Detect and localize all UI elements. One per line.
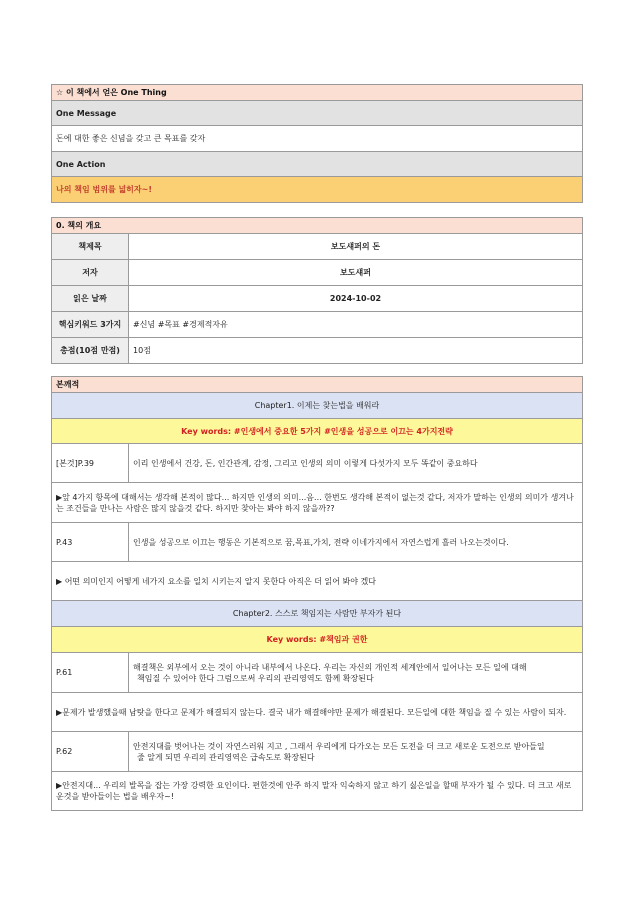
one-thing-table	[51, 84, 583, 203]
chapter1-title: Chapter1. 이제는 찾는법을 배워라	[52, 393, 583, 419]
ch2-entry1-text-line2: 책임질 수 있어야 한다 그럼으로써 우리의 관리영역도 함께 확장된다	[137, 673, 374, 683]
ch1-entry1-note: ▶앞 4가지 항목에 대해서는 생각해 본적이 많다... 하지만 인생의 의미...음... 한번도 생각해 본적이 없는것 같다, 저자가 말하는 인생의 의미가 생겨나는 조건들을 만나는 사람은 많지 않을것 같다. 하지만 찾아는 봐야 하지 않을까??	[52, 483, 583, 523]
ch1-entry2-text: 인생을 성공으로 이끄는 행동은 기본적으로 꿈,목표,가치, 전략 이네가지에서 자연스럽게 흘러 나오는것이다.	[129, 523, 583, 562]
one-message-text: 돈에 대한 좋은 신념을 갖고 큰 목표를 갖자	[52, 126, 583, 152]
ch2-entry1-page: P.61	[52, 653, 129, 693]
author-label: 저자	[52, 260, 129, 286]
ch2-entry2-page: P.62	[52, 732, 129, 772]
chapter1-keywords: Key words: #인생에서 중요한 5가지 #인생을 성공으로 이끄는 4가지전략	[52, 419, 583, 444]
score-value: 10점	[129, 338, 583, 364]
overview-table	[51, 217, 583, 364]
notes-title: 본깨적	[52, 377, 583, 393]
ch2-entry2-note: ▶안전지대... 우리의 발목을 잡는 가장 강력한 요인이다. 편한것에 안주 하지 말자 익숙하지 않고 하기 싫은일을 할때 부자가 될 수 있다. 더 크고 새로운것을 받아들이는 법을 배우자~!	[52, 772, 583, 811]
keywords-value: #신념 #목표 #경제적자유	[129, 312, 583, 338]
reading-notes-table	[51, 376, 583, 811]
chapter2-keywords: Key words: #책임과 권한	[52, 627, 583, 653]
ch2-entry2-text-line2: 줄 알게 되면 우리의 관리영역은 급속도로 확장된다	[137, 752, 315, 762]
ch2-entry1-text-line1: 해결책은 외부에서 오는 것이 아니라 내부에서 나온다. 우리는 자신의 개인적 세계안에서 일어나는 모든 일에 대해	[133, 662, 527, 672]
one-thing-title: ☆ 이 책에서 얻은 One Thing	[52, 85, 583, 101]
keywords-label: 핵심키워드 3가지	[52, 312, 129, 338]
ch1-entry2-page: P.43	[52, 523, 129, 562]
ch2-entry1-note: ▶문제가 발생했을때 남탓을 한다고 문제가 해결되지 않는다. 결국 내가 해결해야만 문제가 해결된다. 모든일에 대한 책임을 질 수 있는 사람이 되자.	[52, 693, 583, 732]
score-label: 총점(10점 만점)	[52, 338, 129, 364]
one-action-label: One Action	[52, 152, 583, 177]
ch2-entry2-text	[129, 732, 583, 772]
ch2-entry2-text-line1: 안전지대를 벗어나는 것이 자연스러워 지고 , 그래서 우리에게 다가오는 모든 도전을 더 크고 새로운 도전으로 받아들일	[133, 741, 545, 751]
read-date-value: 2024-10-02	[129, 286, 583, 312]
book-title-label: 책제목	[52, 234, 129, 260]
chapter2-title: Chapter2. 스스로 책임지는 사람만 부자가 된다	[52, 601, 583, 627]
ch1-entry2-note: ▶ 어떤 의미인지 어떻게 네가지 요소를 일치 시키는지 알지 못한다 아직은 더 읽어 봐야 겠다	[52, 562, 583, 601]
author-value: 보도섀퍼	[129, 260, 583, 286]
one-message-label: One Message	[52, 101, 583, 126]
read-date-label: 읽은 날짜	[52, 286, 129, 312]
ch1-entry1-page: [본것]P.39	[52, 444, 129, 483]
book-title-value: 보도섀퍼의 돈	[129, 234, 583, 260]
one-action-text: 나의 책임 범위를 넓히자~!	[52, 177, 583, 203]
ch2-entry1-text	[129, 653, 583, 693]
ch1-entry1-text: 이리 인생에서 건강, 돈, 인간관계, 감정, 그리고 인생의 의미 이렇게 다섯가지 모두 똑같이 중요하다	[129, 444, 583, 483]
overview-title: 0. 책의 개요	[52, 218, 583, 234]
